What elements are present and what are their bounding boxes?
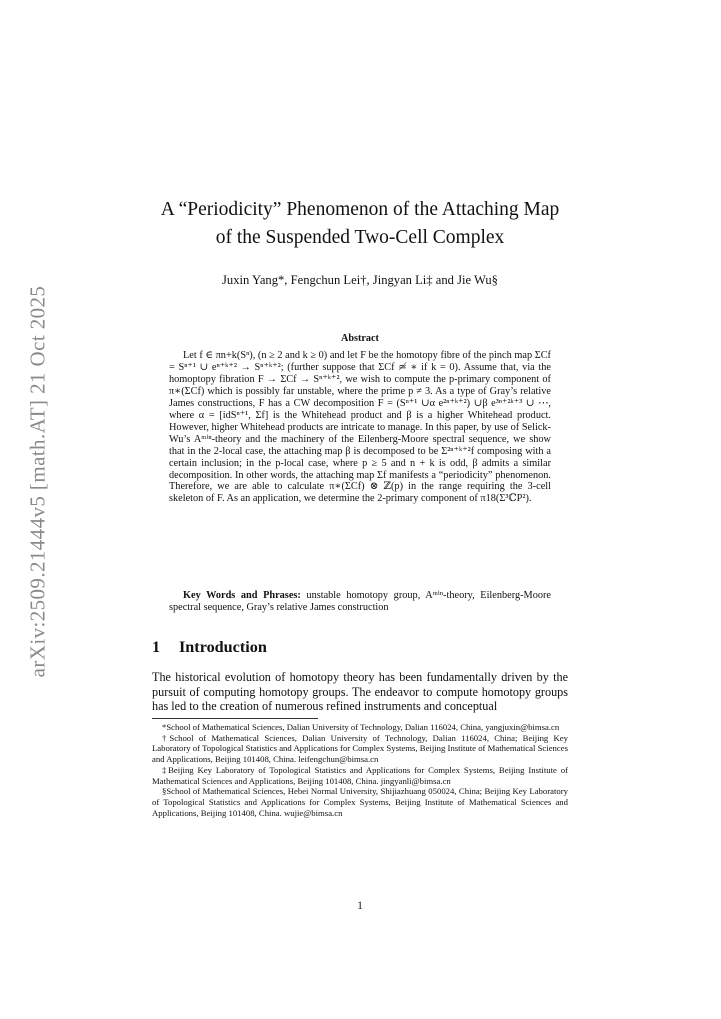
section-number: 1 [152, 638, 161, 656]
footnote-separator [152, 718, 318, 719]
arxiv-identifier-stamp [22, 287, 54, 675]
keywords-label: Key Words and Phrases: [183, 590, 301, 601]
keywords-text: unstable homotopy group, Aᵐⁱⁿ-theory, Eilenberg-Moore spectral sequence, Gray’s relative James construction [169, 590, 552, 613]
author-list: Juxin Yang*, Fengchun Lei†, Jingyan Li‡ and Jie Wu§ [222, 273, 498, 287]
section-heading [152, 638, 267, 657]
arxiv-identifier-text: arXiv:2509.21444v5 [math.AT] 21 Oct 2025 [25, 285, 50, 677]
page-number: 1 [357, 900, 363, 912]
paper-title: A “Periodicity” Phenomenon of the Attaching Map of the Suspended Two-Cell Complex [160, 199, 560, 248]
introduction-paragraph: The historical evolution of homotopy theory has been fundamentally driven by the pursuit of computing homotopy groups. The endeavor to compute homotopy groups has led to the creation of numerous refined instruments and conceptual [152, 670, 568, 714]
section-title-text: Introduction [179, 638, 267, 656]
footnote-author-1: *School of Mathematical Sciences, Dalian University of Technology, Dalian 116024, China, yangjuxin@bimsa.cn [162, 722, 560, 732]
abstract-body: Let f ∈ πn+k(Sⁿ), (n ≥ 2 and k ≥ 0) and let F be the homotopy fibre of the pinch map ΣCf = Sⁿ⁺¹ ∪ eⁿ⁺ᵏ⁺² → Sⁿ⁺ᵏ⁺²; (further suppose that ΣCf ≄ ∗ if k = 0). Assume that, via the homoptopy fibration F → ΣCf → Sⁿ⁺ᵏ⁺², we wish to compute the p-primary component of π∗(ΣCf) which is possibly far unstable, where the prime p ≠ 3. As a type of Gray’s relative James constructions, F has a CW decomposition F = (Sⁿ⁺¹ ∪α e²ⁿ⁺ᵏ⁺²) ∪β e³ⁿ⁺²ᵏ⁺³ ∪ ⋯, where α = [idSⁿ⁺¹, Σf] is the Whitehead product and β is a higher Whitehead product. However, higher Whitehead products are intricate to manage. In this paper, by use of Selick-Wu’s Aᵐⁱⁿ-theory and the machinery of the Eilenberg-Moore spectral sequence, we show that in the 2-local case, the attaching map β is decomposed to be Σ²ⁿ⁺ᵏ⁺²f composing with a certain inclusion; in the p-local case, where p ≥ 5 and n + k is odd, β admits a similar decomposition. In other words, the attaching map Σf manifests a “periodicity” phenomenon. Therefore, we are able to calculate π∗(ΣCf) ⊗ ℤ(p) in the range requiring the 3-cell skeleton of F. As an application, we determine the 2-primary component of π18(Σ³ℂP²). [169, 350, 551, 505]
footnotes [152, 722, 568, 818]
footnote-author-4: §School of Mathematical Sciences, Hebei Normal University, Shijiazhuang 050024, China; Beijing Key Laboratory of Topological Statistics and Applications for Complex Systems, Beijing Institute of Mathematical Sciences and Applications, Beijing 101408, China. wujie@bimsa.cn [152, 786, 568, 818]
keywords-paragraph [169, 590, 551, 614]
abstract-heading: Abstract [341, 333, 379, 344]
footnote-author-3: ‡Beijing Key Laboratory of Topological Statistics and Applications for Complex Systems, Beijing Institute of Mathematical Sciences and Applications, Beijing 101408, China. jingyanli@bimsa.cn [152, 764, 568, 786]
footnote-author-2: †School of Mathematical Sciences, Dalian University of Technology, Dalian 116024, China; Beijing Key Laboratory of Topological Statistics and Applications for Complex Systems, Beijing Institute of Mathematical Sciences and Applications, Beijing 101408, China. leifengchun@bimsa.cn [152, 732, 568, 765]
